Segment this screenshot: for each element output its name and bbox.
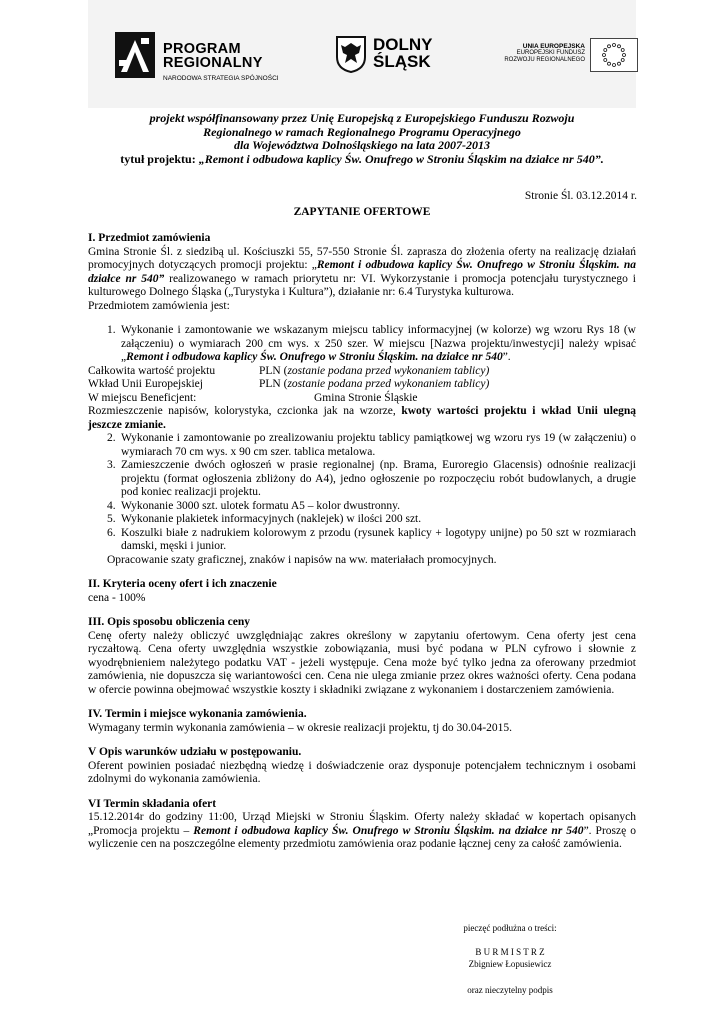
seal-caption: pieczęć podłużna o treści: xyxy=(463,923,557,933)
section-2-text: cena - 100% xyxy=(88,591,146,604)
section-3-heading: III. Opis sposobu obliczenia ceny xyxy=(88,616,250,628)
list-item: 6. Koszulki białe z nadrukiem kolorowym z przodu (rysunek kaplicy + logotypy unijne) po 50 szt w rozmiarach damski, męski i junior. xyxy=(107,526,636,552)
section-6-text: 15.12.2014r do godziny 11:00, Urząd Miejski w Stroniu Śląskim. Oferty należy składać w kopertach opisanych „Promocja projektu – Remont i odbudowa kaplicy Św. Onufrego w Stroniu Śląskim. na działce nr 540”. Proszę o wyliczenie cen na poszczególne elementy przedmiotu zamówienia oraz podanie łącznej ceny za całość zamówienia. xyxy=(88,811,636,850)
list-item: 2. Wykonanie i zamontowanie po zrealizowaniu projektu tablicy pamiątkowej wg wzoru rys 19 (w załączeniu) o wymiarach 70 cm wys. x 90 cm szer. tablica metalowa. xyxy=(107,432,636,458)
section-5-heading: V Opis warunków udziału w postępowaniu. xyxy=(88,746,302,758)
section-1-subject-intro: Przedmiotem zamówienia jest: xyxy=(88,299,230,312)
seal-name: Zbigniew Łopusiewicz xyxy=(468,959,552,969)
section-2-heading: II. Kryteria oceny ofert i ich znaczenie xyxy=(88,578,277,590)
section-4-heading: IV. Termin i miejsce wykonania zamówienia. xyxy=(88,708,307,720)
eagle-crest-icon xyxy=(335,35,367,73)
dolny-slask-logo xyxy=(335,35,455,75)
section-3-text: Cenę oferty należy obliczyć uwzględniając zakres określony w zapytaniu ofertowym. Cena oferty jest cena ryczałtową. Cena oferty uwzględnia wszystkie zobowiązania, musi być podana w PLN cyfrowo i słownie z wyodrębnieniem należytego podatku VAT - jeżeli występuje. Cena może być tylko jedna za oferowany przedmiot zamówienia, nie dopuszcza się wariantowości cen. Cena nie ulega zmianie przez okres ważności oferty. Cena podana w ofercie powinna obejmować wszystkie koszty i składniki związane z wykonaniem i dostarczeniem zamówienia. xyxy=(88,629,636,696)
section-1-intro: Gmina Stronie Śl. z siedzibą ul. Kościuszki 55, 57-550 Stronie Śl. zaprasza do złożenia oferty na realizację działań promocyjnych dotyczących promocji projektu: „Remont i odbudowa kaplicy Św. Onufrego w Stroniu Śląskim. na działce nr 540” realizowanego w ramach priorytetu nr: VI. Wykorzystanie i promocja potencjału turystycznego i kulturowego Dolnego Śląska („Turystyka i Kultura”), działanie nr: 6.4 Turystyka kulturowa. xyxy=(88,245,636,298)
list-item: 3. Zamieszczenie dwóch ogłoszeń w prasie regionalnej (np. Brama, Euroregio Glacensis) odnośnie realizacji projektu (format ogłoszenia zbliżony do A4), jedno ogłoszenie po rozpoczęciu robót budowlanych, a drugie pod koniec realizacji projektu. xyxy=(107,459,636,498)
list-item: 5. Wykonanie plakietek informacyjnych (naklejek) w ilości 200 szt. xyxy=(107,513,422,525)
program-emblem-icon xyxy=(115,32,159,82)
eu-fund-logo-text: UNIA EUROPEJSKA EUROPEJSKI FUNDUSZ ROZWOJU REGIONALNEGO xyxy=(504,43,585,63)
beneficiary-row: W miejscu Beneficjent: Gmina Stronie Śląskie xyxy=(88,391,418,404)
section-6-heading: VI Termin składania ofert xyxy=(88,797,217,810)
document-title: ZAPYTANIE OFERTOWE xyxy=(293,206,431,218)
layout-note: Rozmieszczenie napisów, kolorystyka, czcionka jak na wzorze, kwoty wartości projektu i wkład Unii ulegną jeszcze zmianie. xyxy=(88,405,636,431)
cofinancing-note: projekt współfinansowany przez Unię Europejską z Europejskiego Funduszu Rozwoju Regionalnego w ramach Regionalnego Programu Operacyjnego dla Województwa Dolnośląskiego na lata 2007-2013 tytuł projektu: „Remont i odbudowa kaplicy Św. Onufrego w Stroniu Śląskim na działce nr 540”. xyxy=(120,111,604,166)
program-regionalny-logo xyxy=(115,32,295,82)
eu-contribution-row: Wkład Unii Europejskiej PLN (zostanie podana przed wykonaniem tablicy) xyxy=(88,378,490,390)
list-item: 1. Wykonanie i zamontowanie we wskazanym miejscu tablicy informacyjnej (w kolorze) wg wzoru Rys 18 (w załączeniu) o wymiarach 200 cm wys. x 250 szer. W miejscu [Nazwa projektu/inwestycji] należy wpisać „Remont i odbudowa kaplicy Św. Onufrego w Stroniu Śląskim. na działce nr 540”. xyxy=(107,324,636,363)
section-5-text: Oferent powinien posiadać niezbędną wiedzę i doświadczenie oraz dysponuje potencjałem technicznym i osobami zdolnymi do wykonania zamówienia. xyxy=(88,759,636,785)
total-value-row: Całkowita wartość projektu PLN (zostanie podana przed wykonaniem tablicy) xyxy=(88,364,490,377)
dolny-slask-logo-text: DOLNY ŚLĄSK xyxy=(373,35,433,71)
signature-note: oraz nieczytelny podpis xyxy=(467,985,553,995)
document-date: Stronie Śl. 03.12.2014 r. xyxy=(524,190,637,202)
eu-flag-icon xyxy=(590,38,638,72)
seal-title: B U R M I S T R Z xyxy=(475,947,545,957)
section-1-heading: I. Przedmiot zamówienia xyxy=(88,232,211,244)
section-4-text: Wymagany termin wykonania zamówienia – w okresie realizacji projektu, tj do 30.04-2015. xyxy=(88,721,513,734)
document-body xyxy=(88,232,636,852)
program-logo-subtitle: NARODOWA STRATEGIA SPÓJNOŚCI xyxy=(163,75,279,82)
list-item: 4. Wykonanie 3000 szt. ulotek formatu A5 – kolor dwustronny. xyxy=(107,499,400,512)
program-logo-text: PROGRAM REGIONALNY xyxy=(163,41,263,71)
graphic-design-note: Opracowanie szaty graficznej, znaków i napisów na ww. materiałach promocyjnych. xyxy=(107,553,497,566)
